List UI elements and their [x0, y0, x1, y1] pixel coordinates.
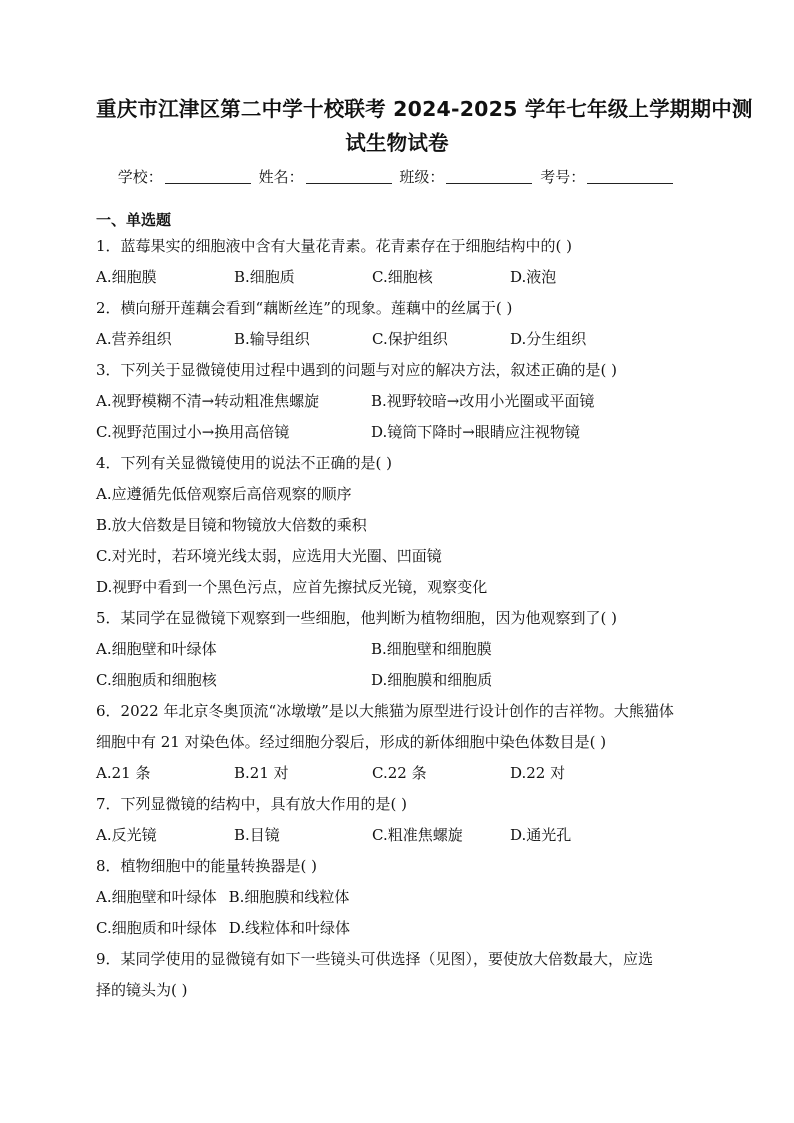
question-4-option-d: D.视野中看到一个黑色污点，应首先擦拭反光镜，观察变化 — [96, 578, 488, 596]
question-9-stem — [96, 944, 698, 1006]
question-9-stem-line-2: 择的镜头为( ) — [96, 981, 188, 999]
question-6-option-a: A.21 条 — [96, 764, 151, 782]
question-4-option-b: B.放大倍数是目镜和物镜放大倍数的乘积 — [96, 516, 367, 534]
question-7-stem: 7．下列显微镜的结构中，具有放大作用的是( ) — [96, 795, 408, 813]
class-blank — [446, 168, 532, 184]
question-6-option-b: B.21 对 — [234, 764, 289, 782]
question-7-option-d: D.通光孔 — [510, 826, 572, 844]
question-8-stem: 8．植物细胞中的能量转换器是( ) — [96, 857, 318, 875]
question-2-options — [96, 324, 698, 355]
number-blank — [587, 168, 673, 184]
number-label: 考号： — [540, 168, 586, 186]
question-3-option-a: A.视野模糊不清→转动粗准焦螺旋 — [96, 392, 320, 410]
question-8-option-d: D.线粒体和叶绿体 — [228, 919, 350, 937]
question-7-options — [96, 820, 698, 851]
question-6-option-c: C.22 条 — [372, 764, 427, 782]
question-4-option-a: A.应遵循先低倍观察后高倍观察的顺序 — [96, 485, 352, 503]
exam-title — [96, 92, 753, 160]
school-blank — [165, 168, 251, 184]
question-9-stem-line-1: 9．某同学使用的显微镜有如下一些镜头可供选择（见图），要使放大倍数最大，应选 — [96, 950, 654, 968]
question-7-option-a: A.反光镜 — [96, 826, 157, 844]
question-8-option-a: A.细胞壁和叶绿体 — [96, 888, 217, 906]
question-5-option-b: B.细胞壁和细胞膜 — [371, 640, 492, 658]
question-1-option-b: B.细胞质 — [234, 268, 295, 286]
question-5-option-d: D.细胞膜和细胞质 — [371, 671, 493, 689]
question-1-option-d: D.液泡 — [510, 268, 557, 286]
question-3-stem: 3．下列关于显微镜使用过程中遇到的问题与对应的解决方法，叙述正确的是( ) — [96, 361, 618, 379]
question-6-option-d: D.22 对 — [510, 764, 566, 782]
question-3-option-d: D.镜筒下降时→眼睛应注视物镜 — [371, 423, 580, 441]
question-3-option-c: C.视野范围过小→换用高倍镜 — [96, 423, 290, 441]
name-label: 姓名： — [258, 168, 304, 186]
question-4-option-c: C.对光时，若环境光线太弱，应选用大光圈、凹面镜 — [96, 547, 442, 565]
question-1-options — [96, 262, 698, 293]
question-3-option-b: B.视野较暗→改用小光圈或平面镜 — [371, 392, 595, 410]
question-2-stem: 2．横向掰开莲藕会看到“藕断丝连”的现象。莲藕中的丝属于( ) — [96, 299, 513, 317]
question-8-options-row-1 — [96, 882, 698, 913]
question-1-option-a: A.细胞膜 — [96, 268, 157, 286]
school-label: 学校： — [117, 168, 163, 186]
question-6-options — [96, 758, 698, 789]
question-2-option-d: D.分生组织 — [510, 330, 587, 348]
question-7-option-c: C.粗准焦螺旋 — [372, 826, 463, 844]
question-8-option-c: C.细胞质和叶绿体 — [96, 919, 217, 937]
question-5-options-row-2 — [96, 665, 698, 696]
exam-title-line-1: 重庆市江津区第二中学十校联考 2024-2025 学年七年级上学期期中测 — [96, 97, 753, 121]
question-4-stem: 4．下列有关显微镜使用的说法不正确的是( ) — [96, 454, 393, 472]
question-2-option-a: A.营养组织 — [96, 330, 172, 348]
question-6-stem — [96, 696, 698, 758]
question-6-stem-line-2: 细胞中有 21 对染色体。经过细胞分裂后，形成的新体细胞中染色体数目是( ) — [96, 733, 607, 751]
name-blank — [306, 168, 392, 184]
question-8-options-row-2 — [96, 913, 698, 944]
question-5-options-row-1 — [96, 634, 698, 665]
question-5-option-c: C.细胞质和细胞核 — [96, 671, 217, 689]
question-7-option-b: B.目镜 — [234, 826, 280, 844]
question-5-stem: 5．某同学在显微镜下观察到一些细胞，他判断为植物细胞，因为他观察到了( ) — [96, 609, 618, 627]
question-2-option-c: C.保护组织 — [372, 330, 448, 348]
question-2-option-b: B.输导组织 — [234, 330, 310, 348]
question-3-options-row-2 — [96, 417, 698, 448]
student-info-row — [96, 164, 698, 190]
question-5-option-a: A.细胞壁和叶绿体 — [96, 640, 217, 658]
question-6-stem-line-1: 6．2022 年北京冬奥顶流“冰墩墩”是以大熊猫为原型进行设计创作的吉祥物。大熊猫体 — [96, 702, 674, 720]
section-title: 一、单选题 — [96, 211, 172, 229]
exam-title-line-2: 试生物试卷 — [345, 131, 449, 155]
question-1-stem: 1．蓝莓果实的细胞液中含有大量花青素。花青素存在于细胞结构中的( ) — [96, 237, 573, 255]
class-label: 班级： — [399, 168, 445, 186]
question-3-options-row-1 — [96, 386, 698, 417]
question-8-option-b: B.细胞膜和线粒体 — [228, 888, 350, 906]
question-1-option-c: C.细胞核 — [372, 268, 433, 286]
